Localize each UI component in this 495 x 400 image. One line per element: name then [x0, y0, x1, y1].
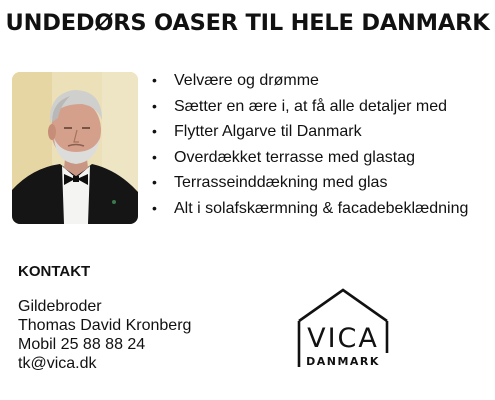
list-item-text: Terrasseinddækning med glas — [174, 174, 388, 192]
list-item-text: Overdækket terrasse med glastag — [174, 148, 415, 166]
logo-wordmark: VICA — [307, 323, 379, 354]
list-item — [150, 119, 468, 145]
contact-email[interactable]: tk@vica.dk — [18, 355, 97, 372]
bullet-icon: • — [152, 123, 157, 140]
feature-list — [150, 68, 468, 222]
list-item-text: Alt i solafskærmning & facadebeklædning — [174, 199, 469, 217]
contact-block — [18, 297, 191, 373]
contact-title: Gildebroder — [18, 298, 102, 315]
list-item-text: Sætter en ære i, at få alle detaljer med — [174, 97, 448, 115]
list-item — [150, 94, 468, 120]
bullet-icon: • — [152, 72, 157, 88]
contact-name: Thomas David Kronberg — [18, 317, 192, 334]
bullet-icon: • — [152, 199, 157, 216]
headline: UNDEDØRS OASER TIL HELE DANMARK — [5, 10, 490, 36]
logo-subtitle: DANMARK — [306, 355, 380, 368]
bullet-icon: • — [152, 174, 157, 191]
bullet-icon: • — [152, 148, 157, 165]
list-item — [150, 145, 468, 171]
list-item — [150, 170, 468, 196]
contact-phone[interactable]: Mobil 25 88 88 24 — [18, 336, 146, 353]
list-item-text: Flytter Algarve til Danmark — [174, 123, 362, 141]
list-item — [150, 68, 468, 94]
portrait-illustration — [12, 72, 138, 224]
vica-logo — [293, 287, 393, 371]
list-item-text: Velvære og drømme — [174, 72, 319, 89]
portrait-photo — [12, 72, 138, 224]
list-item — [150, 196, 468, 222]
bullet-icon: • — [152, 97, 157, 114]
contact-heading: KONTAKT — [18, 263, 91, 280]
